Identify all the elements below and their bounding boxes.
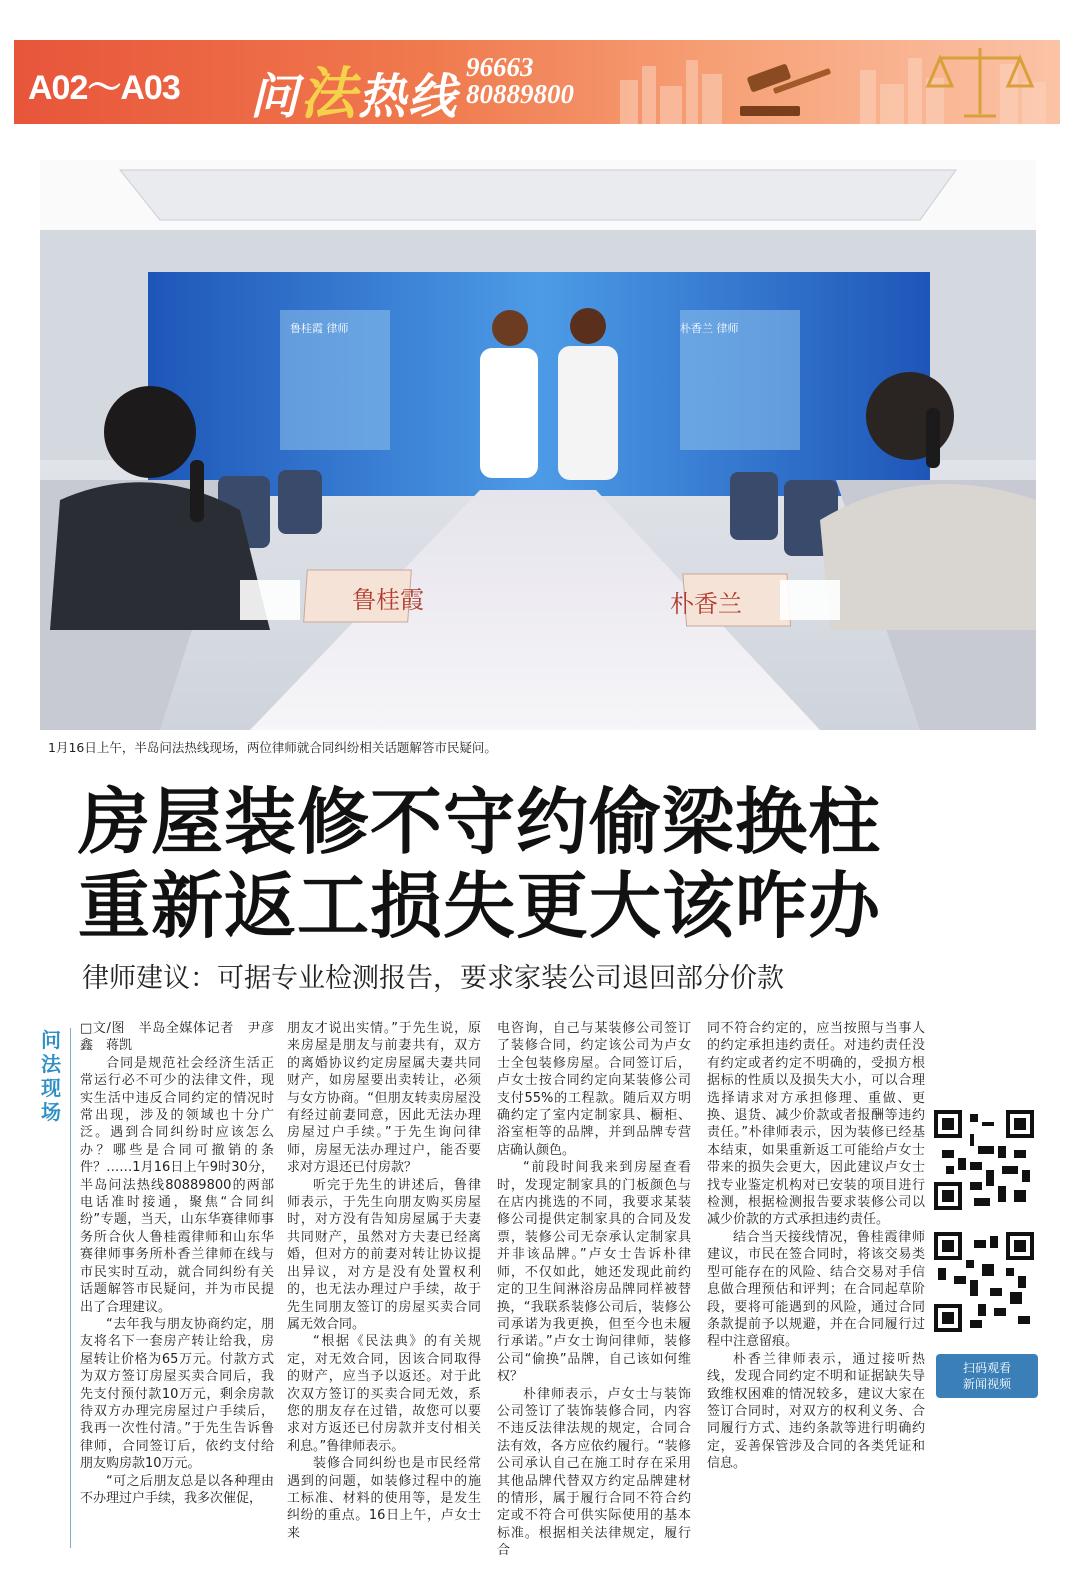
headline-line-2: 重新返工损失更大该咋办 <box>78 864 882 948</box>
paragraph: 结合当天接线情况，鲁桂霞律师建议，市民在签合同时，将该交易类型可能存在的风险、结合交易对手信息做合理预估和评判；在合同起草阶段，要将可能遇到的风险，通过合同条款提前予以规避，并在合同履行过程中注意留痕。 <box>707 1229 925 1350</box>
nameplate-right: 朴香兰 <box>670 590 742 618</box>
qr-caption-line-2: 新闻视频 <box>962 1377 1011 1391</box>
paragraph: “根据《民法典》的有关规定，对无效合同，因该合同取得的财产，应当予以返还。对于此次双方签订的买卖合同无效，系您的朋友存在过错，故您可以要求对方返还已付房款并支付相关利息。”鲁律师表示。 <box>287 1334 481 1454</box>
paragraph: 朴律师表示，卢女士与装饰公司签订了装饰装修合同，内容不违反法律法规的规定，合同合法有效，各方应依约履行。“装修公司承认自己在施工时存在采用其他品牌代替双方约定品牌建材的情形，属于履行合同不符合约定或不符合可供实际使用的基本标准。根据相关法律规定，履行合 <box>497 1386 691 1559</box>
paragraph: 合同是规范社会经济生活正常运行必不可少的法律文件，现实生活中违反合同约定的情况时常出现，涉及的领域也十分广泛。遇到合同纠纷时应该怎么办？哪些是合同可撤销的条件？……1月16日上午9时30分，半岛问法热线80889800的两部电话准时接通，聚焦“合同纠纷”专题，当天，山东华赛律师事务所合伙人鲁桂霞律师和山东华赛律师事务所朴香兰律师在线与市民实时互动，就合同纠纷有关话题解答市民疑问，并为市民提出了合理建议。 <box>80 1055 274 1315</box>
section-divider <box>70 1028 71 1548</box>
byline: □文/图 半岛全媒体记者 尹彦鑫 蒋凯 <box>80 1021 274 1054</box>
title-part2: 热线 <box>358 69 459 124</box>
hotline-numbers <box>466 54 574 108</box>
title-part1: 问 <box>250 69 301 124</box>
screen-name-right: 朴香兰 律师 <box>680 322 739 335</box>
section-label: 问法现场 <box>41 1028 61 1124</box>
article-column-1 <box>80 1020 274 1507</box>
article-column-4 <box>707 1020 925 1473</box>
subheadline: 律师建议：可据专业检测报告，要求家装公司退回部分价款 <box>82 963 784 994</box>
column-title <box>250 50 458 124</box>
paragraph: 朋友才说出实情。”于先生说，原来房屋是朋友与前妻共有，双方的离婚协议约定房屋属夫妻共同财产，如房屋要出卖转让，必须与女方协商。“但朋友转卖房屋没有经过前妻同意，因此无法办理房屋过户手续。”于先生询问律师，房屋无法办理过户，能否要求对方退还已付房款？ <box>287 1021 481 1176</box>
page-number: A02～A03 <box>28 69 180 107</box>
headline-line-1: 房屋装修不守约偷梁换柱 <box>78 780 882 864</box>
news-photo <box>40 160 1036 730</box>
qr-code-icon[interactable] <box>934 1232 1034 1332</box>
paragraph: 同不符合约定的，应当按照与当事人的约定承担违约责任。对违约责任没有约定或者约定不明确的，受损方根据标的性质以及损失大小，可以合理选择请求对方承担修理、重做、更换、退货、减少价款或者报酬等违约责任。”朴律师表示，因为装修已经基本结束，如果重新返工可能给卢女士带来的损失会更大，因此建议卢女士找专业鉴定机构对已安装的项目进行检测，根据检测报告要求装修公司以减少价款的方式承担违约责任。 <box>707 1021 925 1228</box>
hotline-number-1: 96663 <box>466 52 534 82</box>
paragraph: “可之后朋友总是以各种理由不办理过户手续，我多次催促， <box>80 1473 274 1506</box>
hotline-number-2: 80889800 <box>466 79 574 109</box>
nameplate-left: 鲁桂霞 <box>352 586 424 614</box>
headline <box>78 780 1008 948</box>
qr-caption-line-1: 扫码观看 <box>962 1361 1011 1375</box>
paragraph: 装修合同纠纷也是市民经常遇到的问题，如装修过程中的施工标准、材料的使用等，是发生纠纷的重点。16日上午，卢女士来 <box>287 1456 481 1541</box>
title-highlight: 法 <box>300 62 359 124</box>
qr-code-icon[interactable] <box>934 1110 1034 1210</box>
qr-caption <box>936 1354 1038 1398</box>
screen-name-left: 鲁桂霞 律师 <box>290 322 349 335</box>
paragraph: 听完于先生的讲述后，鲁律师表示，于先生向朋友购买房屋时，对方没有告知房屋属于夫妻共同财产，虽然对方夫妻已经离婚，但对方的前妻对转让协议提出异议，对方是没有处置权利的，也无法办理过户手续，故于先生同朋友签订的房屋买卖合同属无效合同。 <box>287 1177 481 1332</box>
article-column-3 <box>497 1020 691 1560</box>
paragraph: “前段时间我来到房屋查看时，发现定制家具的门板颜色与在店内挑选的不同，我要求某装修公司提供定制家具的合同及发票，装修公司无奈承认定制家具并非该品牌。”卢女士告诉朴律师，不仅如此，她还发现此前约定的卫生间淋浴房品牌同样被替换，“我联系装修公司后，装修公司承诺为我更换，但至今也未履行承诺。”卢女士询问律师，装修公司“偷换”品牌，自己该如何维权？ <box>497 1160 691 1385</box>
paragraph: 朴香兰律师表示，通过接听热线，发现合同约定不明和证据缺失导致维权困难的情况较多，建议大家在签订合同时，对双方的权利义务、合同履行方式、违约条款等进行明确约定，妥善保管涉及合同的各类凭证和信息。 <box>707 1351 925 1472</box>
paragraph: 电咨询，自己与某装修公司签订了装修合同，约定该公司为卢女士全包装修房屋。合同签订后，卢女士按合同约定向某装修公司支付55%的工程款。随后双方明确约定了室内定制家具、橱柜、浴室柜等的品牌，并到品牌专营店确认颜色。 <box>497 1021 691 1158</box>
gavel-icon <box>740 63 831 116</box>
article-column-2 <box>287 1020 481 1542</box>
photo-caption: 1月16日上午，半岛问法热线现场，两位律师就合同纠纷相关话题解答市民疑问。 <box>48 740 497 755</box>
page-banner <box>14 40 1060 124</box>
skyline-graphic <box>560 40 1060 124</box>
paragraph: “去年我与朋友协商约定，朋友将名下一套房产转让给我，房屋转让价格为65万元。付款方式为双方签订房屋买卖合同后，我先支付预付款10万元，剩余房款待双方办理完房屋过户手续后，我再一次性付清。”于先生告诉鲁律师，合同签订后，依约支付给朋友购房款10万元。 <box>80 1316 274 1472</box>
